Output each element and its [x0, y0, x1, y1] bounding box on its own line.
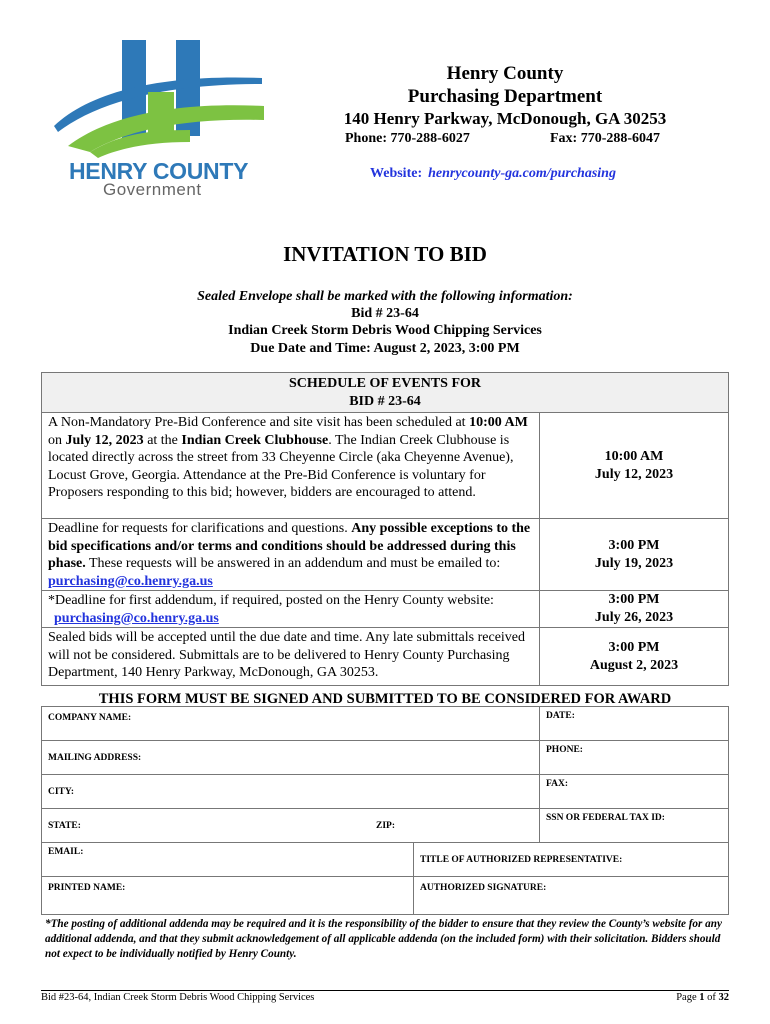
company-name-field[interactable]: COMPANY NAME: — [42, 707, 540, 740]
event-time: 3:00 PM — [608, 639, 660, 655]
dept-name: Purchasing Department — [407, 86, 603, 107]
form-row — [42, 809, 728, 843]
event-time: 10:00 AM — [604, 448, 664, 464]
email-link[interactable]: purchasing@co.henry.ga.us — [48, 573, 213, 589]
form-row — [42, 775, 728, 809]
phone-number: Phone: 770-288-6027 — [345, 131, 470, 146]
footer-left: Bid #23-64, Indian Creek Storm Debris Wood Chipping Services — [41, 992, 315, 1003]
footer-divider — [41, 990, 729, 991]
website-link[interactable]: henrycounty-ga.com/purchasing — [428, 166, 616, 181]
form-row — [42, 707, 728, 741]
website-line — [370, 166, 616, 182]
page-number: Page 1 of 32 — [676, 992, 729, 1003]
form-row — [42, 843, 728, 877]
phone-field[interactable]: PHONE: — [546, 745, 583, 755]
website-label: Website: — [370, 166, 423, 181]
schedule-event-text: Deadline for requests for clarifications and questions. Any possible exceptions to the bid specifications and/or terms and conditions should be addressed during this phase. These requests will be answered in an addendum and must be emailed to: purchasing@co.henry.ga.us — [42, 519, 540, 590]
city-field[interactable]: CITY: — [42, 775, 540, 808]
fax-field[interactable]: FAX: — [546, 779, 568, 789]
schedule-row — [42, 519, 728, 591]
date-field[interactable]: DATE: — [546, 711, 575, 721]
schedule-event-datetime — [540, 413, 728, 518]
email-field[interactable]: EMAIL: — [42, 843, 414, 876]
signature-field[interactable]: AUTHORIZED SIGNATURE: — [420, 883, 547, 893]
form-row — [42, 877, 728, 914]
org-name: Henry County — [446, 63, 564, 84]
form-heading: THIS FORM MUST BE SIGNED AND SUBMITTED TO BE CONSIDERED FOR AWARD — [98, 691, 672, 707]
schedule-heading — [42, 373, 728, 413]
schedule-event-text: A Non-Mandatory Pre-Bid Conference and site visit has been scheduled at 10:00 AM on July 12, 2023 at the Indian Creek Clubhouse. The Indian Creek Clubhouse is located directly across the street from 33 Cheyenne Circle (aka Cheyenne Avenue), Locust Grove, Georgia. Attendance at the Pre-Bid Conference is voluntary for Proposers responding to this bid; however, bidders are encouraged to attend. — [42, 413, 540, 518]
due-date: Due Date and Time: August 2, 2023, 3:00 PM — [250, 341, 520, 356]
schedule-row — [42, 413, 728, 519]
printed-name-field[interactable]: PRINTED NAME: — [42, 877, 414, 914]
fax-number: Fax: 770-288-6047 — [550, 131, 661, 146]
zip-field[interactable]: ZIP: — [370, 809, 540, 842]
state-field[interactable]: STATE: — [48, 820, 81, 831]
tax-id-field[interactable]: SSN OR FEDERAL TAX ID: — [546, 813, 665, 823]
org-address: 140 Henry Parkway, McDonough, GA 30253 — [343, 109, 667, 128]
form-row — [42, 741, 728, 775]
event-date: August 2, 2023 — [589, 657, 679, 673]
mailing-address-field[interactable]: MAILING ADDRESS: — [42, 741, 540, 774]
rep-title-field[interactable]: TITLE OF AUTHORIZED REPRESENTATIVE: — [420, 854, 623, 865]
bid-number: Bid # 23-64 — [351, 306, 419, 321]
schedule-row — [42, 591, 728, 628]
event-date: July 19, 2023 — [594, 555, 674, 571]
event-time: 3:00 PM — [608, 537, 660, 553]
schedule-row — [42, 628, 728, 685]
schedule-heading-bid: BID # 23-64 — [349, 394, 421, 409]
addenda-note: *The posting of additional addenda may be required and it is the responsibility of the bidder to ensure that they review the County’s website for any additional addenda, and that they submit acknowledgement of all applicable addenda (on the included form) with their solicitation. Bidders should not expect to be individually notified by Henry County. — [45, 918, 722, 960]
event-date: July 12, 2023 — [594, 466, 674, 482]
schedule-event-text: Sealed bids will be accepted until the due date and time. Any late submittals received will not be considered. Submittals are to be delivered to Henry County Purchasing Department, 140 Henry Parkway, McDonough, GA 30253. — [42, 628, 540, 685]
event-date: July 26, 2023 — [594, 610, 674, 625]
logo-text-government: Government — [103, 180, 202, 199]
envelope-instructions: Sealed Envelope shall be marked with the following information: — [197, 289, 573, 304]
schedule-heading-line1: SCHEDULE OF EVENTS FOR — [288, 376, 481, 391]
schedule-event-text: *Deadline for first addendum, if required, posted on the Henry County website: purchasing@co.henry.ga.us — [42, 591, 540, 627]
logo-text-henry-county: HENRY COUNTY — [69, 158, 249, 184]
project-name: Indian Creek Storm Debris Wood Chipping Services — [228, 323, 542, 338]
schedule-event-datetime — [540, 628, 728, 685]
page-title: INVITATION TO BID — [283, 242, 487, 266]
schedule-event-datetime — [540, 591, 728, 627]
schedule-event-datetime — [540, 519, 728, 590]
event-time: 3:00 PM — [608, 592, 660, 607]
schedule-table — [41, 372, 729, 686]
bidder-form — [41, 706, 729, 915]
email-link[interactable]: purchasing@co.henry.ga.us — [54, 610, 219, 626]
